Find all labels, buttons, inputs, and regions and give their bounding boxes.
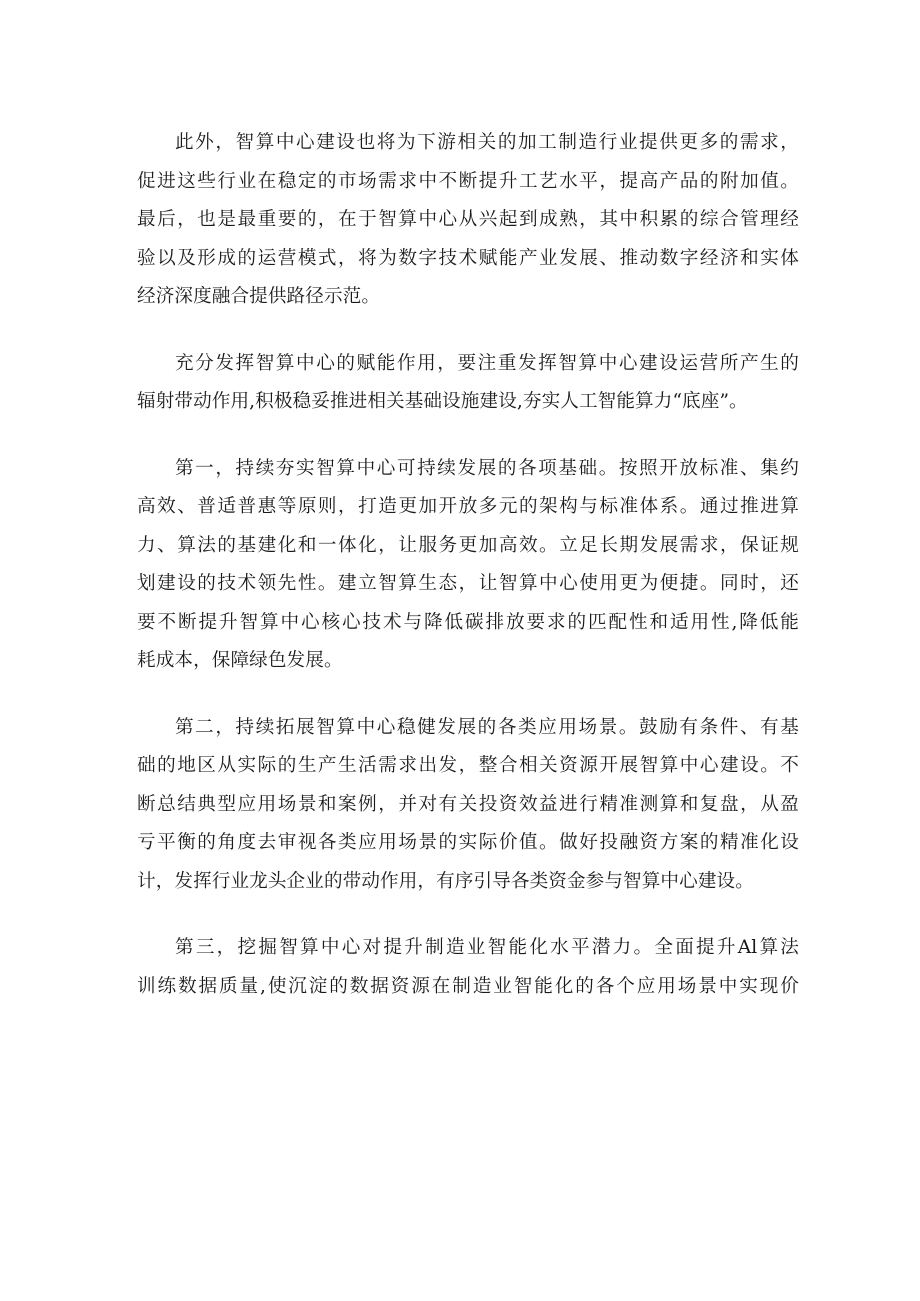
text-line: 验以及形成的运营模式，将为数字技术赋能产业发展、推动数字经济和实体: [137, 247, 799, 269]
paragraph-4: [137, 709, 799, 902]
text-line: 第三，挖掘智算中心对提升制造业智能化水平潜力。全面提升Al算法: [175, 937, 799, 958]
paragraph-spacer: [137, 422, 799, 450]
paragraph-5: [137, 929, 799, 1006]
text-line: 断总结典型应用场景和案例，并对有关投资效益进行精准测算和复盘，从盈: [137, 793, 799, 815]
text-line: 促进这些行业在稳定的市场需求中不断提升工艺水平，提高产品的附加值。: [137, 170, 799, 192]
paragraph-spacer: [137, 681, 799, 709]
paragraph-3: [137, 450, 799, 681]
text-line: 础的地区从实际的生产生活需求出发，整合相关资源开展智算中心建设。不: [137, 755, 799, 776]
text-line: 第二，持续拓展智算中心稳健发展的各类应用场景。鼓励有条件、有基: [175, 716, 799, 738]
text-line: 此外，智算中心建设也将为下游相关的加工制造行业提供更多的需求，: [175, 132, 799, 153]
text-line: 要不断提升智算中心核心技术与降低碳排放要求的匹配性和适用性,降低能: [137, 611, 799, 633]
text-line: 辐射带动作用,积极稳妥推进相关基础设施建设,夯实人工智能算力“底座”。: [137, 391, 748, 412]
text-line: 训练数据质量,使沉淀的数据资源在制造业智能化的各个应用场景中实现价: [137, 975, 799, 997]
paragraph-2: [137, 345, 799, 422]
text-line: 最后，也是最重要的，在于智算中心从兴起到成熟，其中积累的综合管理经: [137, 209, 799, 230]
text-line: 耗成本，保障绿色发展。: [137, 650, 343, 671]
paragraph-spacer: [137, 317, 799, 345]
text-line: 第一，持续夯实智算中心可持续发展的各项基础。按照开放标准、集约: [175, 457, 799, 479]
text-line: 经济深度融合提供路径示范。: [137, 286, 381, 307]
text-line: 充分发挥智算中心的赋能作用，要注重发挥智算中心建设运营所产生的: [175, 352, 799, 374]
text-line: 高效、普适普惠等原则，打造更加开放多元的架构与标准体系。通过推进算: [137, 496, 799, 517]
paragraph-1: [137, 124, 799, 317]
text-line: 划建设的技术领先性。建立智算生态，让智算中心使用更为便捷。同时，还: [137, 573, 799, 594]
text-line: 计，发挥行业龙头企业的带动作用，有序引导各类资金参与智算中心建设。: [137, 870, 754, 892]
text-line: 亏平衡的角度去审视各类应用场景的实际价值。做好投融资方案的精准化设: [137, 832, 799, 853]
document-body: [137, 124, 799, 1006]
paragraph-spacer: [137, 901, 799, 929]
text-line: 力、算法的基建化和一体化，让服务更加高效。立足长期发展需求，保证规: [137, 534, 799, 556]
